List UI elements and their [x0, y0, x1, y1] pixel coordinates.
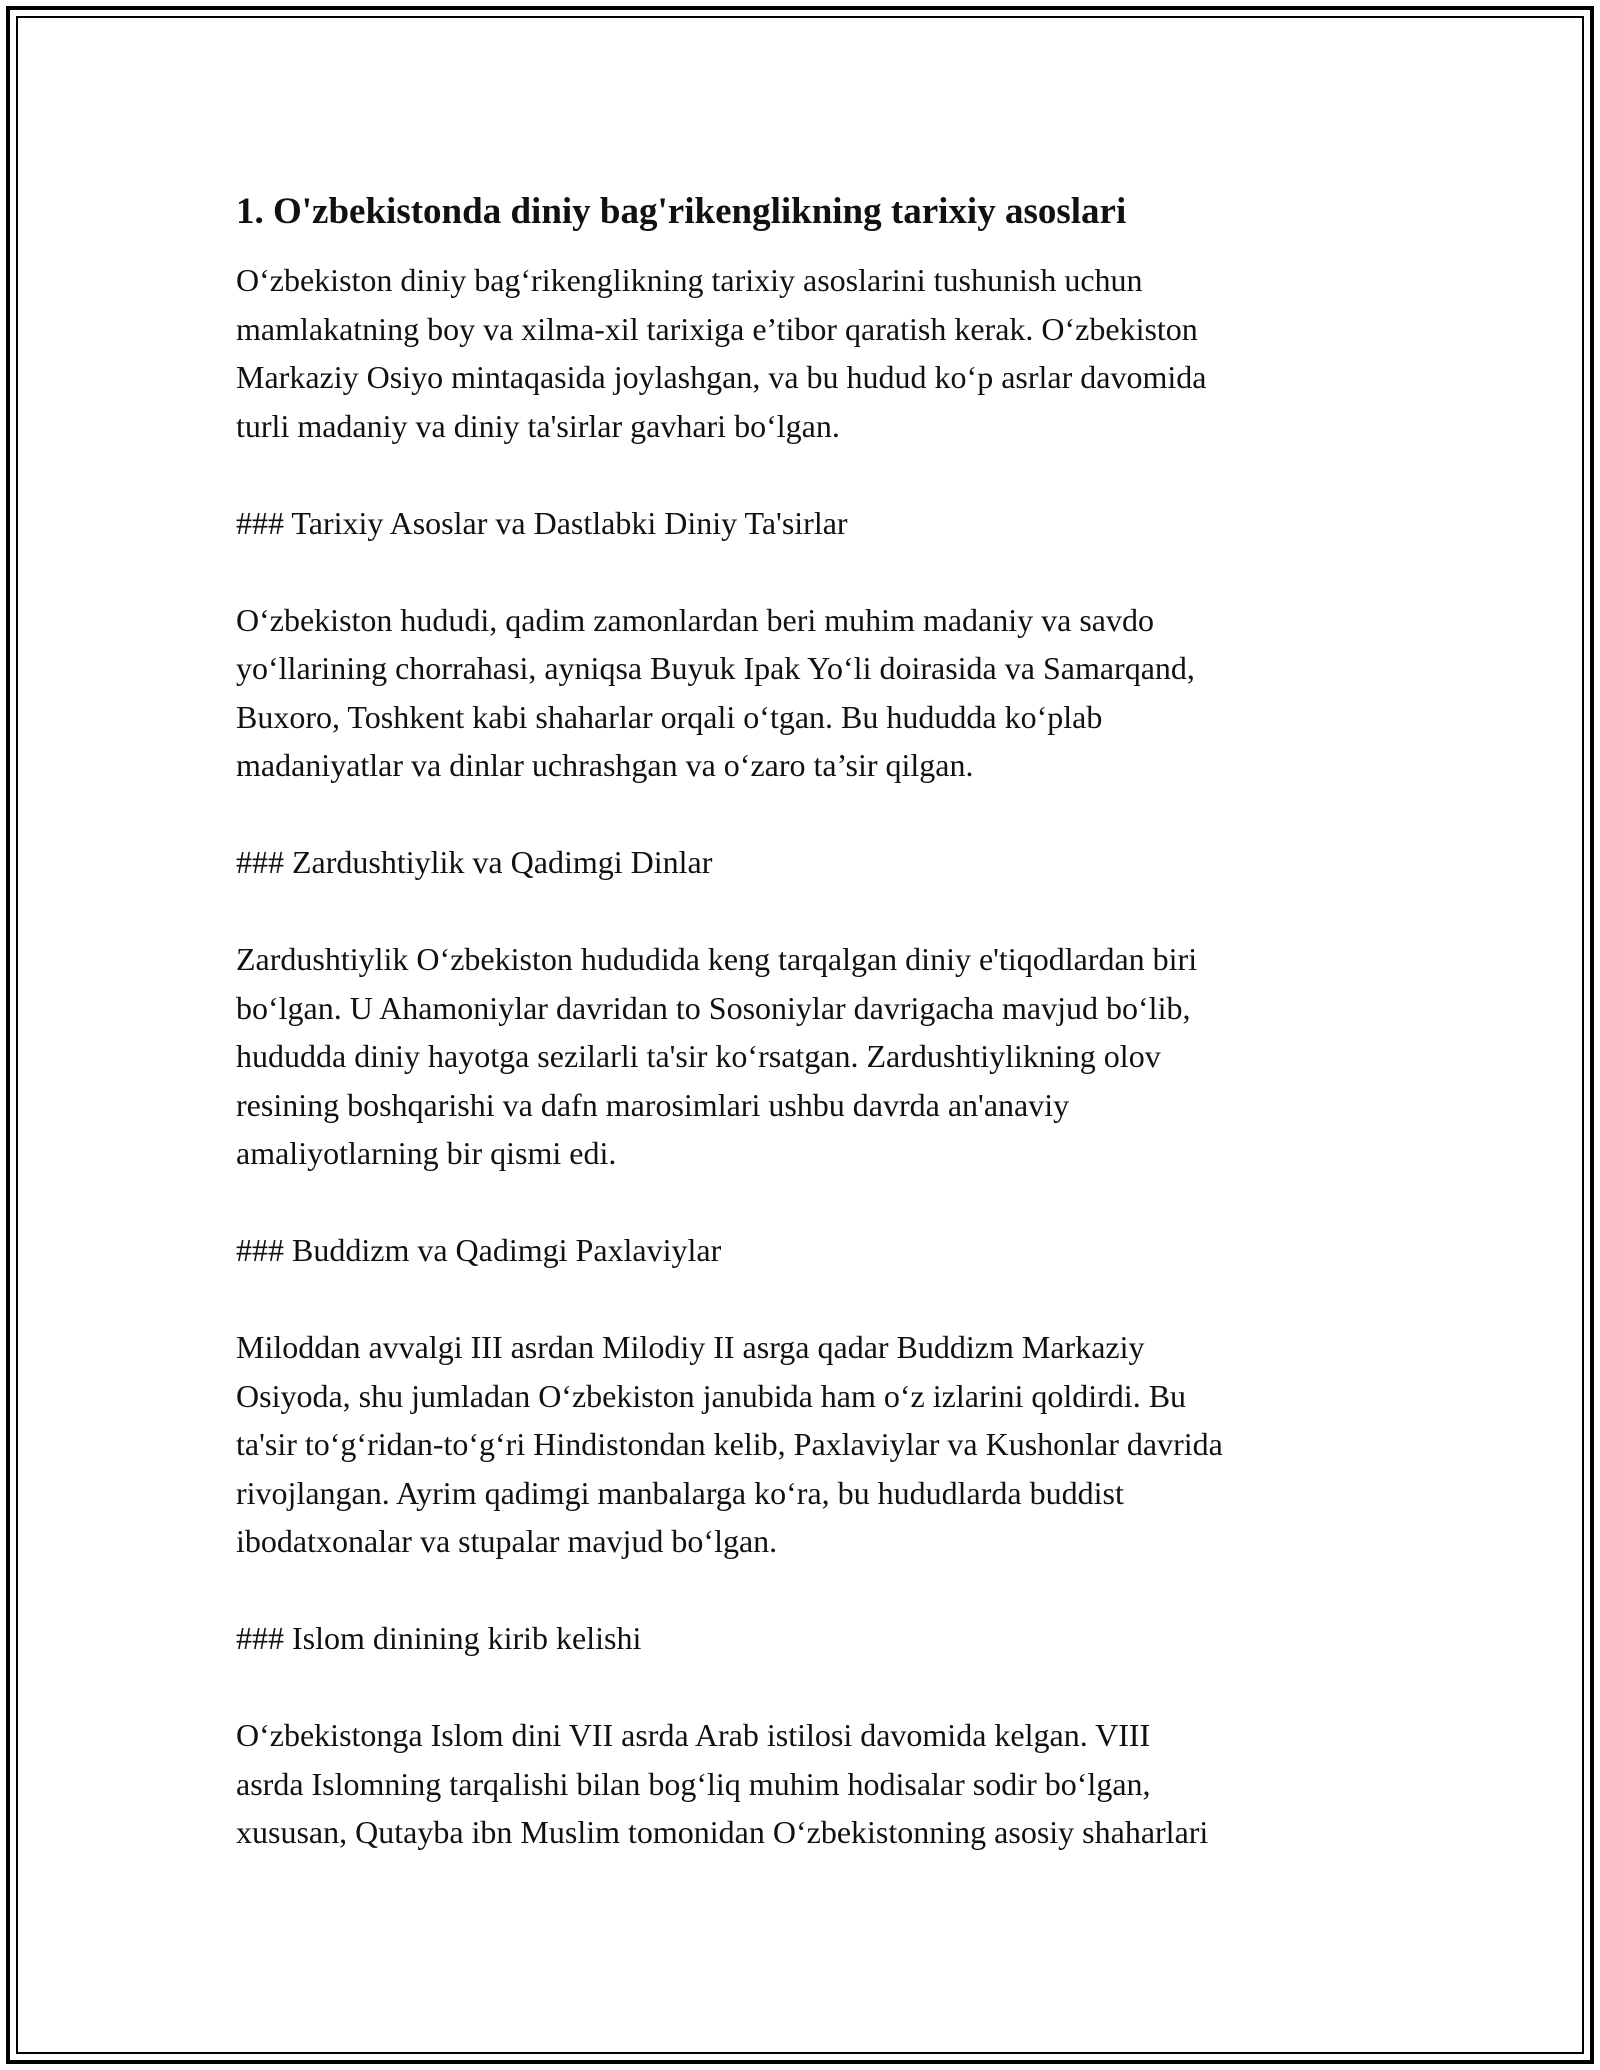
section-heading: ### Buddizm va Qadimgi Paxlaviylar — [236, 1232, 722, 1268]
section-heading: ### Zardushtiylik va Qadimgi Dinlar — [236, 844, 713, 880]
paragraph-line: Markaziy Osiyo mintaqasida joylashgan, va bu hudud ko‘p asrlar davomida — [236, 359, 1207, 395]
paragraph-line: O‘zbekiston diniy bag‘rikenglikning tarixiy asoslarini tushunish uchun — [236, 262, 1143, 298]
paragraph-line: Zardushtiylik O‘zbekiston hududida keng tarqalgan diniy e'tiqodlardan biri — [236, 941, 1198, 977]
paragraph-line: amaliyotlarning bir qismi edi. — [236, 1135, 617, 1171]
paragraph-line: turli madaniy va diniy ta'sirlar gavhari bo‘lgan. — [236, 407, 840, 444]
section-paragraph — [236, 1323, 1376, 1566]
paragraph-line: Osiyoda, shu jumladan O‘zbekiston janubida ham o‘z izlarini qoldirdi. Bu — [236, 1377, 1187, 1414]
section-tarixiy-asoslar — [236, 499, 1376, 790]
paragraph-line: Miloddan avvalgi III asrdan Milodiy II asrga qadar Buddizm Markaziy — [236, 1329, 1145, 1365]
section-paragraph — [236, 1711, 1376, 1857]
paragraph-line: Buxoro, Toshkent kabi shaharlar orqali o‘tgan. Bu hududda ko‘plab — [236, 698, 1103, 735]
paragraph-line: xususan, Qutayba ibn Muslim tomonidan O‘zbekistonning asosiy shaharlari — [236, 1814, 1209, 1850]
section-buddizm — [236, 1226, 1376, 1566]
paragraph-line: madaniyatlar va dinlar uchrashgan va o‘zaro ta’sir qilgan. — [236, 747, 974, 783]
paragraph-line: mamlakatning boy va xilma-xil tarixiga e’tibor qaratish kerak. O‘zbekiston — [236, 310, 1198, 347]
paragraph-line: hududda diniy hayotga sezilarli ta'sir ko‘rsatgan. Zardushtiylikning olov — [236, 1038, 1161, 1074]
section-paragraph — [236, 596, 1376, 790]
document-title: 1. O'zbekistonda diniy bag'rikenglikning tarixiy asoslari — [236, 191, 1127, 232]
intro-paragraph — [236, 256, 1376, 450]
section-heading: ### Islom dinining kirib kelishi — [236, 1620, 642, 1656]
paragraph-line: bo‘lgan. U Ahamoniylar davridan to Sosoniylar davrigacha mavjud bo‘lib, — [236, 989, 1191, 1026]
paragraph-line: resining boshqarishi va dafn marosimlari ushbu davrda an'anaviy — [236, 1086, 1070, 1123]
section-paragraph — [236, 935, 1376, 1178]
paragraph-line: O‘zbekistonga Islom dini VII asrda Arab istilosi davomida kelgan. VIII — [236, 1717, 1151, 1753]
paragraph-line: ibodatxonalar va stupalar mavjud bo‘lgan. — [236, 1523, 778, 1559]
paragraph-line: rivojlangan. Ayrim qadimgi manbalarga ko‘ra, bu hududlarda buddist — [236, 1474, 1124, 1511]
paragraph-line: ta'sir to‘g‘ridan-to‘g‘ri Hindistondan kelib, Paxlaviylar va Kushonlar davrida — [236, 1426, 1223, 1462]
section-heading: ### Tarixiy Asoslar va Dastlabki Diniy Ta'sirlar — [236, 504, 848, 541]
document-page — [236, 186, 1376, 1857]
paragraph-line: O‘zbekiston hududi, qadim zamonlardan beri muhim madaniy va savdo — [236, 601, 1154, 638]
paragraph-line: asrda Islomning tarqalishi bilan bog‘liq muhim hodisalar sodir bo‘lgan, — [236, 1765, 1151, 1802]
section-zardushtiylik — [236, 838, 1376, 1178]
paragraph-line: yo‘llarining chorrahasi, ayniqsa Buyuk Ipak Yo‘li doirasida va Samarqand, — [236, 650, 1195, 686]
section-islom — [236, 1614, 1376, 1857]
